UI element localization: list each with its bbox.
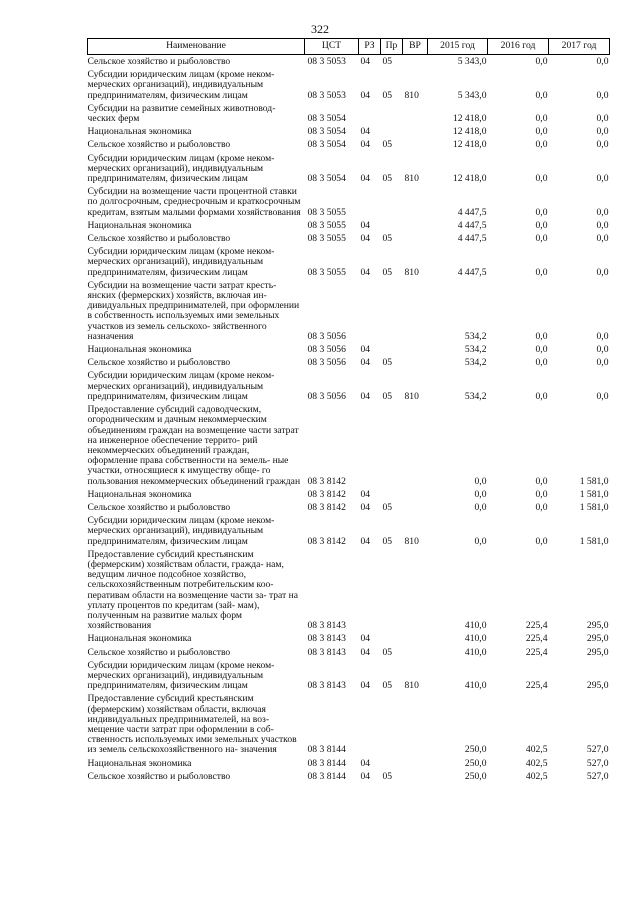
header-2016: 2016 год: [488, 39, 549, 55]
row-name: Сельское хозяйство и рыболовство: [87, 501, 231, 513]
row-value-2016: 0,0: [535, 330, 548, 342]
row-rz: 04: [360, 501, 371, 513]
row-value-2015: 410,0: [464, 620, 487, 632]
row-name: Предоставление субсидий крестьянским (фермерским) хозяйствам области, гражда- нам, ведущим личное подсобное хозяйство, сельскохозяйственным потребительским коо- перативам области на возмещение части за- трат на уплату процентов по кредитам (зай- мам), полученным на развитие малых форм хозяйствования: [87, 548, 299, 632]
row-name: Субсидии на развитие семейных животновод- ческих ферм: [87, 102, 276, 125]
row-value-2016: 0,0: [535, 126, 548, 138]
table-row: [88, 187, 610, 221]
row-value-2016: 0,0: [535, 475, 548, 487]
header-pr: Пр: [381, 39, 403, 55]
row-value-2016: 402,5: [525, 770, 548, 782]
row-value-2016: 0,0: [535, 357, 548, 369]
row-rz: [359, 104, 381, 127]
row-rz: 04: [360, 390, 371, 402]
table-body: [88, 55, 610, 786]
row-vr: [403, 550, 428, 635]
table-row: [88, 661, 610, 695]
row-vr: [403, 694, 428, 758]
row-pr: 05: [382, 770, 393, 782]
row-vr: [403, 234, 428, 247]
row-rz: 04: [360, 219, 371, 231]
row-value-2016: 225,4: [525, 680, 548, 692]
row-pr: 05: [382, 266, 393, 278]
row-cst: 08 3 5055: [307, 266, 346, 278]
row-name: Субсидии юридическим лицам (кроме неком- мерческих организаций), индивидуальным предпринимателям, физическим лицам: [87, 515, 275, 547]
row-cst: 08 3 5056: [307, 344, 346, 356]
row-value-2017: 527,0: [586, 744, 609, 756]
row-value-2015: 0,0: [474, 501, 487, 513]
row-pr: 05: [382, 56, 393, 67]
row-rz: 04: [360, 266, 371, 278]
table-row: [88, 772, 610, 785]
row-rz: 04: [360, 126, 371, 138]
header-name: Наименование: [88, 39, 305, 55]
row-rz: 04: [360, 535, 371, 547]
row-cst: 08 3 8142: [307, 488, 346, 500]
row-vr: [403, 140, 428, 153]
row-value-2017: 0,0: [596, 390, 609, 402]
row-cst: 08 3 5053: [307, 89, 346, 101]
row-rz: [359, 281, 381, 345]
table-row: [88, 694, 610, 758]
row-name: Субсидии юридическим лицам (кроме неком- мерческих организаций), индивидуальным предпринимателям, физическим лицам: [87, 246, 275, 278]
row-value-2017: 295,0: [586, 646, 609, 658]
row-vr: [403, 104, 428, 127]
row-value-2015: 0,0: [474, 488, 487, 500]
row-pr: [381, 759, 403, 772]
row-cst: 08 3 8143: [307, 633, 346, 645]
row-rz: 04: [360, 488, 371, 500]
header-vr: ВР: [403, 39, 428, 55]
row-value-2017: 0,0: [596, 233, 609, 245]
row-cst: 08 3 8142: [307, 535, 346, 547]
row-cst: 08 3 8143: [307, 680, 346, 692]
row-rz: [359, 550, 381, 635]
row-pr: [381, 550, 403, 635]
table-row: [88, 154, 610, 188]
row-rz: 04: [360, 139, 371, 151]
row-cst: 08 3 8142: [307, 475, 346, 487]
row-value-2016: 0,0: [535, 266, 548, 278]
table-row: [88, 516, 610, 550]
table-row: [88, 140, 610, 153]
row-pr: [381, 694, 403, 758]
row-vr: [403, 490, 428, 503]
row-vr: [403, 772, 428, 785]
row-pr: 05: [382, 89, 393, 101]
row-vr: [403, 358, 428, 371]
row-rz: 04: [360, 344, 371, 356]
row-rz: 04: [360, 757, 371, 769]
row-rz: 04: [360, 646, 371, 658]
row-pr: [381, 634, 403, 647]
row-cst: 08 3 5054: [307, 126, 346, 138]
row-cst: 08 3 5054: [307, 139, 346, 151]
row-value-2016: 0,0: [535, 139, 548, 151]
row-pr: [381, 490, 403, 503]
row-rz: [359, 694, 381, 758]
row-value-2017: 0,0: [596, 357, 609, 369]
row-value-2015: 12 418,0: [452, 126, 487, 138]
row-value-2017: 527,0: [586, 770, 609, 782]
row-value-2016: 0,0: [535, 535, 548, 547]
row-cst: 08 3 5055: [307, 206, 346, 218]
row-name: Сельское хозяйство и рыболовство: [87, 646, 231, 658]
row-name: Национальная экономика: [87, 757, 192, 769]
row-vr: 810: [404, 89, 419, 101]
table-row: [88, 405, 610, 490]
row-value-2017: 527,0: [586, 757, 609, 769]
row-value-2015: 5 343,0: [457, 56, 487, 67]
row-cst: 08 3 5054: [307, 173, 346, 185]
row-cst: 08 3 5055: [307, 219, 346, 231]
row-value-2015: 0,0: [474, 475, 487, 487]
row-value-2017: 0,0: [596, 330, 609, 342]
row-vr: [403, 55, 428, 71]
row-value-2016: 0,0: [535, 173, 548, 185]
header-2017: 2017 год: [549, 39, 610, 55]
row-vr: 810: [404, 390, 419, 402]
row-pr: 05: [382, 139, 393, 151]
page-number: 322: [311, 22, 329, 36]
row-pr: 05: [382, 501, 393, 513]
row-rz: 04: [360, 233, 371, 245]
row-value-2015: 534,2: [464, 330, 487, 342]
row-name: Субсидии юридическим лицам (кроме неком- мерческих организаций), индивидуальным предпринимателям, физическим лицам: [87, 659, 275, 692]
row-value-2015: 12 418,0: [452, 173, 487, 185]
row-cst: 08 3 8144: [307, 757, 346, 769]
row-value-2015: 250,0: [464, 757, 487, 769]
row-vr: [403, 187, 428, 221]
row-pr: 05: [382, 233, 393, 245]
row-value-2015: 534,2: [464, 390, 487, 402]
row-name: Сельское хозяйство и рыболовство: [87, 56, 231, 67]
row-cst: 08 3 5056: [307, 330, 346, 342]
row-rz: [359, 187, 381, 221]
row-pr: 05: [382, 357, 393, 369]
row-name: Субсидии юридическим лицам (кроме неком- мерческих организаций), индивидуальным предпринимателям, физическим лицам: [87, 152, 275, 185]
row-value-2015: 12 418,0: [452, 113, 487, 125]
row-pr: 05: [382, 680, 393, 692]
row-rz: 04: [360, 56, 371, 67]
row-vr: 810: [404, 173, 419, 185]
row-cst: 08 3 5056: [307, 390, 346, 402]
row-value-2016: 0,0: [535, 501, 548, 513]
row-pr: 05: [382, 535, 393, 547]
table-row: [88, 55, 610, 71]
row-pr: 05: [382, 390, 393, 402]
row-value-2016: 0,0: [535, 233, 548, 245]
row-value-2015: 534,2: [464, 344, 487, 356]
row-vr: 810: [404, 266, 419, 278]
row-vr: 810: [404, 535, 419, 547]
row-rz: 04: [360, 633, 371, 645]
row-rz: 04: [360, 357, 371, 369]
row-pr: 05: [382, 173, 393, 185]
row-value-2016: 225,4: [525, 620, 548, 632]
row-cst: 08 3 8143: [307, 646, 346, 658]
table-row: [88, 634, 610, 647]
row-value-2015: 410,0: [464, 646, 487, 658]
row-name: Сельское хозяйство и рыболовство: [87, 233, 231, 245]
row-value-2016: 402,5: [525, 744, 548, 756]
row-value-2017: 295,0: [586, 680, 609, 692]
row-value-2016: 0,0: [535, 113, 548, 125]
row-value-2016: 225,4: [525, 633, 548, 645]
row-value-2017: 0,0: [596, 126, 609, 138]
row-rz: [359, 405, 381, 490]
table-row: [88, 247, 610, 281]
row-value-2016: 0,0: [535, 488, 548, 500]
row-cst: 08 3 5055: [307, 233, 346, 245]
row-value-2016: 0,0: [535, 56, 548, 67]
row-cst: 08 3 8142: [307, 501, 346, 513]
row-name: Субсидии на возмещение части процентной ставки по долгосрочным, среднесрочным и краткосрочным кредитам, взятым малыми формами хозяйствования: [87, 186, 301, 218]
row-vr: [403, 648, 428, 661]
row-value-2015: 410,0: [464, 680, 487, 692]
row-value-2017: 1 581,0: [579, 535, 609, 547]
row-value-2015: 250,0: [464, 744, 487, 756]
row-value-2016: 225,4: [525, 646, 548, 658]
table-row: [88, 550, 610, 635]
row-value-2017: 0,0: [596, 219, 609, 231]
row-name: Субсидии на возмещение части затрат кресть- янских (фермерских) хозяйств, включая ин- дивидуальных предпринимателей, при оформлении в собственность используемых ими земельных участков из земель сельскохо- зяйственного назначения: [87, 279, 300, 342]
row-value-2016: 0,0: [535, 206, 548, 218]
row-value-2015: 0,0: [474, 535, 487, 547]
table-row: [88, 759, 610, 772]
table-row: [88, 104, 610, 127]
table-row: [88, 648, 610, 661]
row-name: Сельское хозяйство и рыболовство: [87, 770, 231, 782]
row-value-2017: 1 581,0: [579, 501, 609, 513]
row-pr: [381, 281, 403, 345]
row-vr: [403, 127, 428, 140]
row-value-2015: 4 447,5: [457, 206, 487, 218]
row-rz: 04: [360, 680, 371, 692]
row-value-2015: 4 447,5: [457, 219, 487, 231]
row-value-2016: 402,5: [525, 757, 548, 769]
row-name: Предоставление субсидий садоводческим, огородническим и дачным некоммерческим объединениям граждан на возмещение части затрат на инженерное обеспечение террито- рий некоммерческих объединений граждан, оформление права собственности на земель- ные участки, относящиеся к имуществу обще- го пользования некоммерческих объединений граждан: [87, 404, 301, 487]
row-name: Предоставление субсидий крестьянским (фермерским) хозяйствам области, включая индивидуальных предпринимателей, на воз- мещение части затрат при оформлении в соб- ственность используемых ими земельных участков из земель сельскохозяйственного на- значения: [87, 693, 297, 756]
table-header-row: [88, 39, 610, 55]
table-row: [88, 490, 610, 503]
row-value-2017: 0,0: [596, 173, 609, 185]
row-value-2017: 0,0: [596, 344, 609, 356]
row-name: Национальная экономика: [87, 344, 192, 356]
row-pr: [381, 187, 403, 221]
row-vr: [403, 503, 428, 516]
row-name: Сельское хозяйство и рыболовство: [87, 357, 231, 369]
row-name: Субсидии юридическим лицам (кроме неком- мерческих организаций), индивидуальным предпринимателям, физическим лицам: [87, 370, 275, 402]
row-name: Национальная экономика: [87, 633, 192, 645]
row-cst: 08 3 5054: [307, 113, 346, 125]
row-vr: [403, 345, 428, 358]
row-value-2017: 0,0: [596, 139, 609, 151]
row-value-2016: 0,0: [535, 89, 548, 101]
budget-table: [87, 38, 610, 785]
row-value-2017: 0,0: [596, 266, 609, 278]
row-cst: 08 3 8144: [307, 770, 346, 782]
header-cst: ЦСТ: [305, 39, 359, 55]
row-value-2016: 0,0: [535, 219, 548, 231]
row-vr: [403, 759, 428, 772]
row-name: Национальная экономика: [87, 488, 192, 500]
row-cst: 08 3 8143: [307, 620, 346, 632]
row-value-2015: 410,0: [464, 633, 487, 645]
row-value-2017: 0,0: [596, 113, 609, 125]
table-row: [88, 70, 610, 104]
row-value-2017: 1 581,0: [579, 475, 609, 487]
row-value-2015: 4 447,5: [457, 233, 487, 245]
row-name: Сельское хозяйство и рыболовство: [87, 139, 231, 151]
row-value-2017: 0,0: [596, 56, 609, 67]
row-pr: [381, 405, 403, 490]
row-pr: [381, 104, 403, 127]
row-value-2017: 0,0: [596, 206, 609, 218]
row-pr: 05: [382, 646, 393, 658]
row-cst: 08 3 8144: [307, 744, 346, 756]
row-vr: [403, 221, 428, 234]
row-value-2017: 1 581,0: [579, 488, 609, 500]
table-row: [88, 371, 610, 405]
header-2015: 2015 год: [428, 39, 488, 55]
row-value-2017: 295,0: [586, 620, 609, 632]
row-vr: [403, 634, 428, 647]
row-name: Национальная экономика: [87, 219, 192, 231]
row-value-2015: 534,2: [464, 357, 487, 369]
row-value-2015: 12 418,0: [452, 139, 487, 151]
row-vr: 810: [404, 680, 419, 692]
table-row: [88, 281, 610, 345]
row-value-2016: 0,0: [535, 390, 548, 402]
row-value-2015: 4 447,5: [457, 266, 487, 278]
row-rz: 04: [360, 770, 371, 782]
row-name: Субсидии юридическим лицам (кроме неком- мерческих организаций), индивидуальным предпринимателям, физическим лицам: [87, 69, 275, 101]
row-cst: 08 3 5053: [307, 56, 346, 67]
header-rz: РЗ: [359, 39, 381, 55]
row-value-2017: 0,0: [596, 89, 609, 101]
row-cst: 08 3 5056: [307, 357, 346, 369]
row-value-2016: 0,0: [535, 344, 548, 356]
row-rz: 04: [360, 173, 371, 185]
row-name: Национальная экономика: [87, 126, 192, 138]
row-value-2015: 250,0: [464, 770, 487, 782]
row-vr: [403, 281, 428, 345]
row-rz: 04: [360, 89, 371, 101]
row-value-2017: 295,0: [586, 633, 609, 645]
row-vr: [403, 405, 428, 490]
row-value-2015: 5 343,0: [457, 89, 487, 101]
